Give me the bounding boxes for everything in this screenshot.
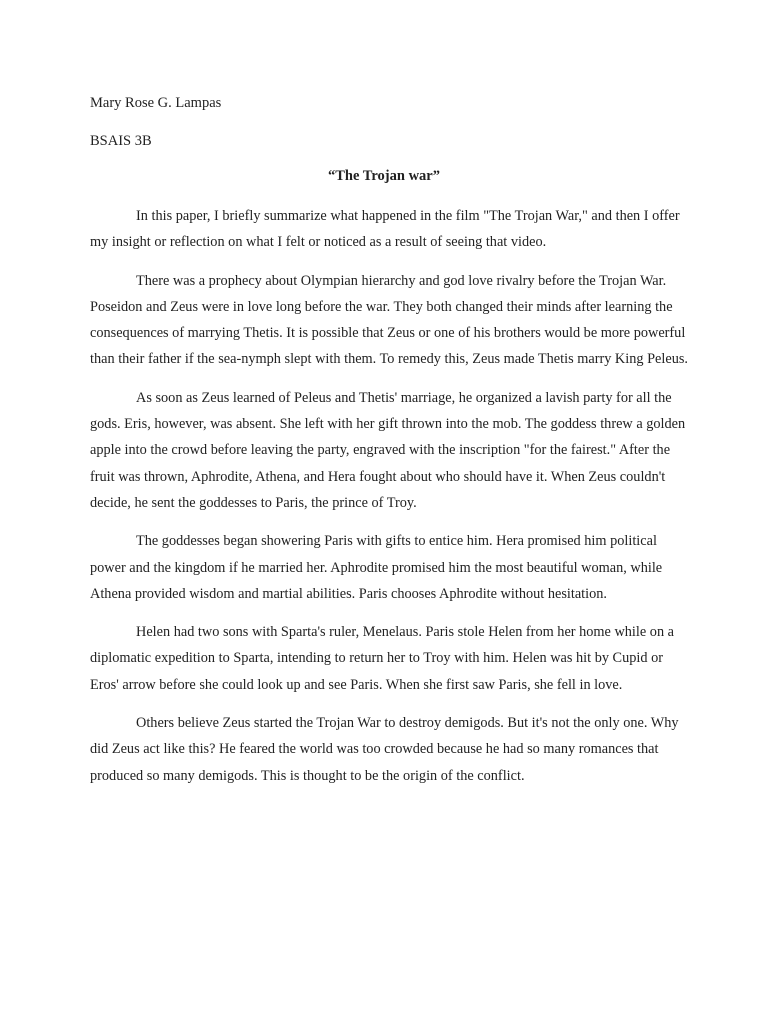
document-title: “The Trojan war” — [328, 168, 440, 184]
paragraph-origin: Others believe Zeus started the Trojan War to destroy demigods. But it's not the only one. Why did Zeus act like this? He feared the world was too crowded because he had so many romances that produced so many demigods. This is thought to be the origin of the conflict. — [90, 715, 679, 784]
paragraph-judgement-of-paris: The goddesses began showering Paris with gifts to entice him. Hera promised him political power and the kingdom if he married her. Aphrodite promised him the most beautiful woman, while Athena provided wisdom and martial abilities. Paris chooses Aphrodite without hesitation. — [90, 533, 663, 602]
paragraph-prophecy: There was a prophecy about Olympian hierarchy and god love rivalry before the Trojan War. Poseidon and Zeus were in love long before the war. They both changed their minds after learning the consequences of marrying Thetis. It is possible that Zeus or one of his brothers would be more powerful than their father if the sea-nymph slept with them. To remedy this, Zeus made Thetis marry King Peleus. — [90, 272, 689, 368]
paragraph-golden-apple: As soon as Zeus learned of Peleus and Thetis' marriage, he organized a lavish party for all the gods. Eris, however, was absent. She left with her gift thrown into the mob. The goddess threw a golden apple into the crowd before leaving the party, engraved with the inscription "for the fairest." After the fruit was thrown, Aphrodite, Athena, and Hera fought about who should have it. When Zeus couldn't decide, he sent the goddesses to Paris, the prince of Troy. — [90, 389, 686, 511]
paragraph-intro: In this paper, I briefly summarize what happened in the film "The Trojan War," and then I offer my insight or reflection on what I felt or noticed as a result of seeing that video. — [90, 208, 680, 251]
course-section: BSAIS 3B — [90, 133, 152, 149]
author-name: Mary Rose G. Lampas — [90, 95, 222, 111]
document-body — [90, 203, 688, 801]
paragraph-helen: Helen had two sons with Sparta's ruler, Menelaus. Paris stole Helen from her home while on a diplomatic expedition to Sparta, intending to return her to Troy with him. Helen was hit by Cupid or Eros' arrow before she could look up and see Paris. When she first saw Paris, she fell in love. — [90, 624, 675, 693]
